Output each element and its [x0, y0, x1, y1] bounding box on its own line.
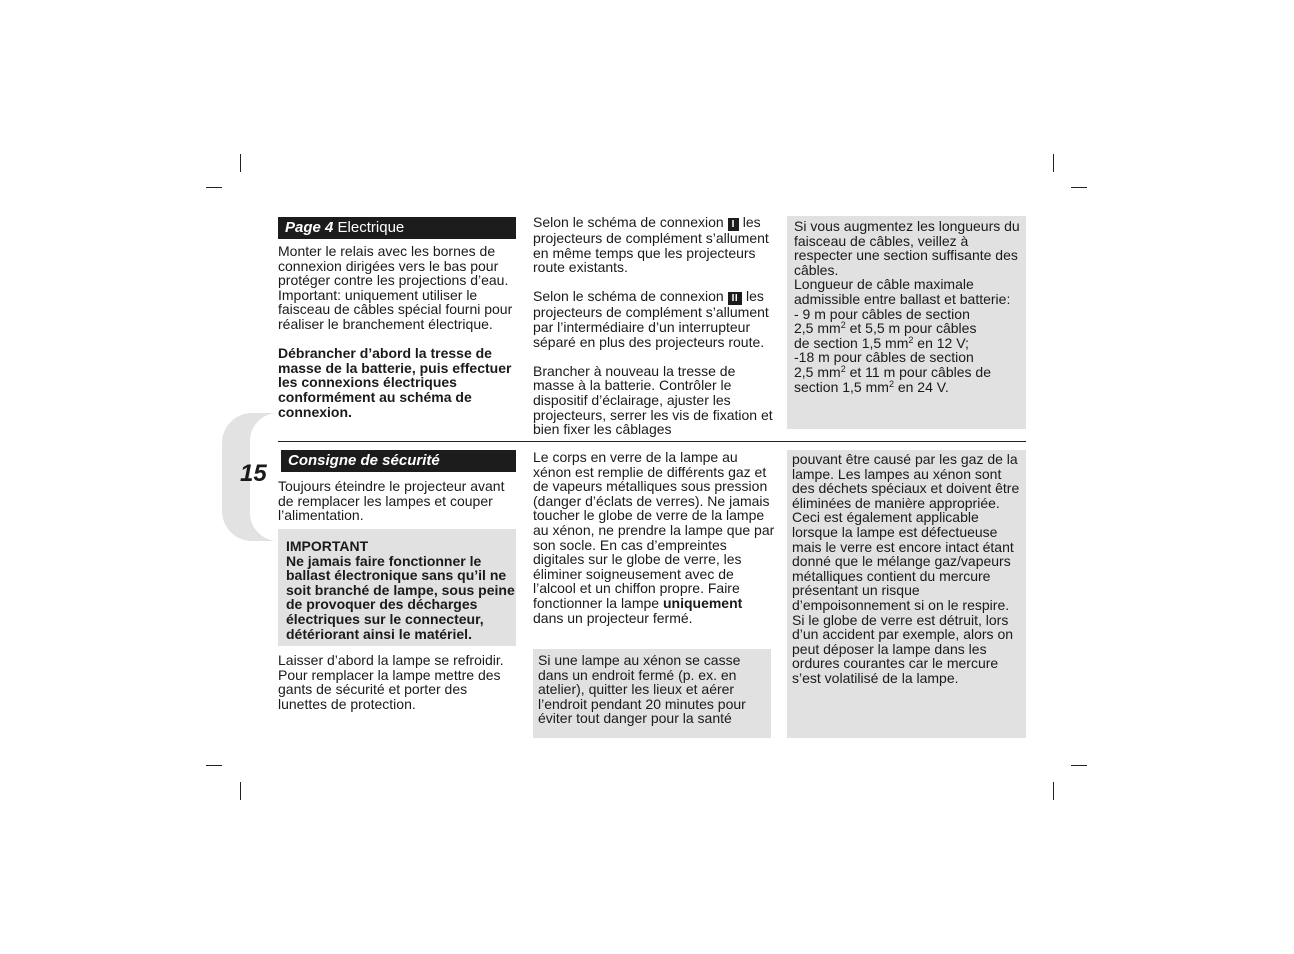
crop-mark	[1071, 765, 1087, 766]
column-2-text	[533, 215, 773, 437]
paragraph-schema-2	[533, 289, 773, 349]
crop-mark	[1053, 154, 1054, 172]
heading-title: Electrique	[337, 219, 405, 236]
line: de section 1,5 $mm^2$ en 12 V;	[794, 334, 969, 351]
section-heading-safety	[281, 450, 516, 472]
crop-mark	[1053, 782, 1054, 800]
column-1-text	[278, 244, 520, 419]
page-number: 15	[240, 460, 267, 487]
safety-intro-text	[278, 479, 520, 523]
safety-replace-text	[278, 653, 520, 711]
crop-mark	[240, 154, 241, 172]
paragraph: Si une lampe au xénon se casse dans un endroit fermé (p. ex. en atelier), quitter les lieux et aérer l’endroit pendant 20 minutes pour éviter tout danger pour la santé	[538, 652, 746, 727]
line: - 9 m pour câbles de section	[794, 305, 970, 322]
important-warning: Ne jamais faire fonctionner le ballast électronique sans qu’il ne soit branché de lampe, sous peine de provoquer des décharges électriques sur le connecteur, détériorant ainsi le matériel.	[286, 552, 515, 642]
paragraph: Laisser d’abord la lampe se refroidir. Pour remplacer la lampe mettre des gants de sécurité et porter des lunettes de protection.	[278, 652, 504, 712]
paragraph: Brancher à nouveau la tresse de masse à la batterie. Contrôler le dispositif d’éclairage, ajuster les projecteurs, serrer les vis de fixation et bien fixer les câblages	[533, 362, 773, 438]
schema-badge-2: II	[728, 292, 743, 305]
important-title: IMPORTANT	[286, 538, 369, 554]
paragraph: pouvant être causé par les gaz de la lampe. Les lampes au xénon sont des déchets spéciaux et doivent être éliminées de manière appropriée. Ceci est également applicable lorsque la lampe est défectueuse mais le verre est encore intact étant donné que le mélange gaz/vapeurs métalliques contient du mercure présentant un risque d’empoisonnement si on le respire. Si le globe de verre est détruit, lors d’un accident par exemple, alors on peut déposer la lampe dans les ordures courantes car le mercure s’est volatilisé de la lampe.	[792, 451, 1020, 686]
mercury-info-text	[792, 452, 1024, 686]
section-heading-electrique	[278, 217, 516, 239]
line: section 1,5 $mm^2$ en 24 V.	[794, 378, 949, 395]
schema-badge-1: I	[728, 218, 739, 231]
emphasis: uniquement	[662, 594, 743, 611]
important-text	[286, 539, 516, 641]
bold-instruction: Débrancher d’abord la tresse de masse de la batterie, puis effectuer les connexions électriques conformément au schéma de connexion.	[278, 345, 512, 420]
crop-mark	[206, 765, 222, 766]
xenon-break-text	[538, 653, 768, 726]
line: 2,5 $mm^2$ et 11 m pour câbles de	[794, 363, 991, 380]
text: Selon le schéma de connexion	[533, 288, 724, 305]
column-2-safety-text	[533, 450, 775, 625]
info-box-text	[794, 219, 1024, 394]
section-divider	[278, 441, 1026, 442]
text: les projecteurs de complément s’allument en même temps que les projecteurs route existants.	[533, 214, 769, 276]
paragraph: Toujours éteindre le projecteur avant de remplacer les lampes et couper l’alimentation.	[278, 478, 505, 524]
paragraph: Monter le relais avec les bornes de connexion dirigées vers le bas pour protéger contre les projections d’eau. Important: uniquement utiliser le faisceau de câbles spécial fourni pour réaliser le branchement électrique.	[278, 243, 513, 332]
heading-title: Consigne de sécurité	[288, 452, 440, 469]
text: les projecteurs de complément s’allument par l’intermédiaire d’un interrupteur séparé en plus des projecteurs route.	[533, 288, 769, 350]
crop-mark	[1071, 187, 1087, 188]
paragraph: Si vous augmentez les longueurs du faisceau de câbles, veillez à respecter une section suffisante des câbles.	[794, 218, 1020, 278]
line: 2,5 $mm^2$ et 5,5 m pour câbles	[794, 320, 977, 337]
line: -18 m pour câbles de section	[794, 349, 974, 366]
paragraph: Longueur de câble maximale admissible entre ballast et batterie:	[794, 276, 1011, 307]
paragraph: Le corps en verre de la lampe au xénon est remplie de différents gaz et de vapeurs métalliques sous pression (danger d’éclats de verres). Ne jamais toucher le globe de verre de la lampe au xénon, ne prendre la lampe que par son socle. En cas d’empreintes digitales sur le globe de verre, les éliminer soigneusement avec de l’alcool et un chiffon propre. Faire fonctionner la lampe uniquement dans un projecteur fermé.	[533, 449, 775, 626]
text: Selon le schéma de connexion	[533, 214, 724, 230]
paragraph-schema-1	[533, 215, 773, 275]
crop-mark	[206, 187, 222, 188]
crop-mark	[240, 782, 241, 800]
heading-page-ref: Page 4	[285, 219, 334, 236]
